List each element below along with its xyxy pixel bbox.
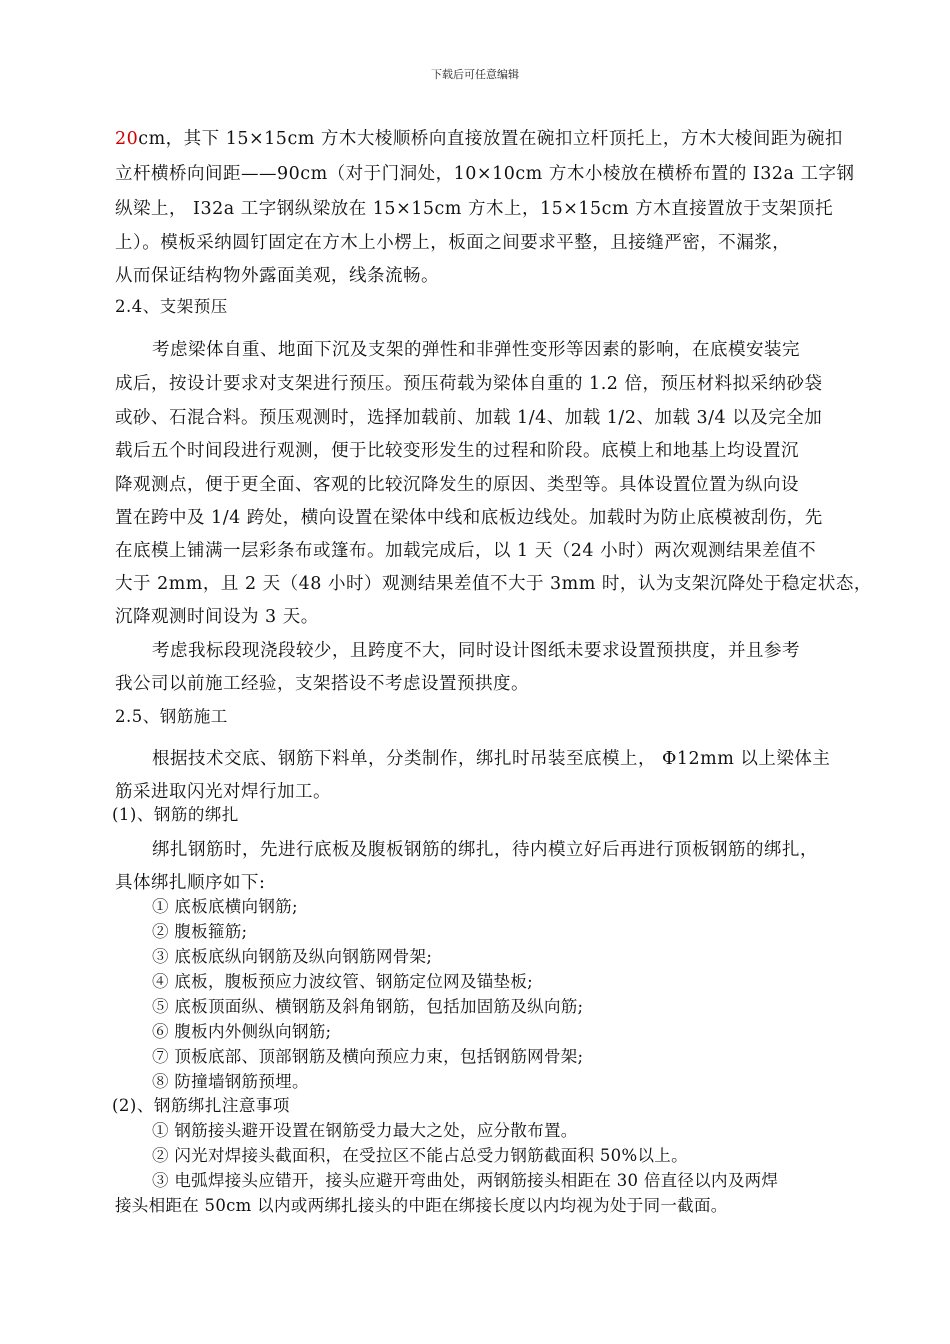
subsection-heading-2: (2)、钢筋绑扎注意事项 [112,1096,290,1115]
paragraph-line: 在底模上铺满一层彩条布或篷布。加载完成后，以 1 天（24 小时）两次观测结果差值不 [115,541,817,561]
paragraph-line: 载后五个时间段进行观测，便于比较变形发生的过程和阶段。底模上和地基上均设置沉 [115,441,799,461]
paragraph-line: 我公司以前施工经验，支架搭设不考虑设置预拱度。 [115,674,529,694]
paragraph-line: 考虑我标段现浇段较少，且跨度不大，同时设计图纸未要求设置预拱度，并且参考 [152,641,800,661]
paragraph-line: 筋采进取闪光对焊行加工。 [115,782,331,802]
list-item: ② 腹板箍筋; [152,922,248,941]
list-item-continuation: 接头相距在 50cm 以内或两绑扎接头的中距在绑接长度以内均视为处于同一截面。 [115,1196,728,1215]
list-item: ⑦ 顶板底部、顶部钢筋及横向预应力束，包括钢筋网骨架; [152,1047,584,1066]
paragraph-line: 沉降观测时间设为 3 天。 [115,607,319,627]
paragraph-line: 纵梁上， I32a 工字钢纵梁放在 15×15cm 方木上，15×15cm 方木直接置放于支架顶托 [115,199,834,219]
paragraph-line: 20cm，其下 15×15cm 方木大棱顺桥向直接放置在碗扣立杆顶托上，方木大棱间距为碗扣 [115,129,843,149]
paragraph-line: 绑扎钢筋时，先进行底板及腹板钢筋的绑扎，待内模立好后再进行顶板钢筋的绑扎， [152,840,818,860]
list-item: ② 闪光对焊接头截面积，在受拉区不能占总受力钢筋截面积 50%以上。 [152,1146,688,1165]
paragraph-line: 降观测点，便于更全面、客观的比较沉降发生的原因、类型等。具体设置位置为纵向设 [115,475,799,495]
section-heading-2-5: 2.5、钢筋施工 [115,707,228,726]
highlighted-number: 20 [115,129,139,149]
list-item: ⑥ 腹板内外侧纵向钢筋; [152,1022,332,1041]
paragraph-line: 根据技术交底、钢筋下料单，分类制作，绑扎时吊装至底模上， Φ12mm 以上梁体主 [152,749,831,769]
paragraph-line: 从而保证结构物外露面美观，线条流畅。 [115,266,439,286]
paragraph-line: 考虑梁体自重、地面下沉及支架的弹性和非弹性变形等因素的影响，在底模安装完 [152,340,800,360]
subsection-heading-1: (1)、钢筋的绑扎 [112,805,239,824]
paragraph-line: 大于 2mm，且 2 天（48 小时）观测结果差值不大于 3mm 时，认为支架沉降处于稳定状态， [115,574,872,594]
paragraph-line: 立杆横桥向间距——90cm（对于门洞处，10×10cm 方木小棱放在横桥布置的 I32a 工字钢 [115,164,855,184]
section-heading-2-4: 2.4、支架预压 [115,297,228,316]
list-item: ⑧ 防撞墙钢筋预埋。 [152,1072,309,1091]
list-item: ① 底板底横向钢筋; [152,897,298,916]
paragraph-line: 具体绑扎顺序如下: [115,873,266,893]
list-item: ⑤ 底板顶面纵、横钢筋及斜角钢筋，包括加固筋及纵向筋; [152,997,584,1016]
paragraph-line: 成后，按设计要求对支架进行预压。预压荷载为梁体自重的 1.2 倍，预压材料拟采纳砂袋 [115,374,823,394]
list-item: ③ 电弧焊接头应错开，接头应避开弯曲处，两钢筋接头相距在 30 倍直径以内及两焊 [152,1171,779,1190]
list-item: ④ 底板，腹板预应力波纹管、钢筋定位网及锚垫板; [152,972,534,991]
paragraph-line: 或砂、石混合料。预压观测时，选择加载前、加载 1/4、加载 1/2、加载 3/4 以及完全加 [115,408,823,428]
list-item: ③ 底板底纵向钢筋及纵向钢筋网骨架; [152,947,433,966]
list-item: ① 钢筋接头避开设置在钢筋受力最大之处，应分散布置。 [152,1121,578,1140]
paragraph-line: 上）。模板采纳圆钉固定在方木上小楞上，板面之间要求平整，且接缝严密，不漏浆， [115,233,791,253]
page-header: 下载后可任意编辑 [431,68,519,81]
paragraph-line: 置在跨中及 1/4 跨处，横向设置在梁体中线和底板边线处。加载时为防止底模被刮伤，先 [115,508,823,528]
